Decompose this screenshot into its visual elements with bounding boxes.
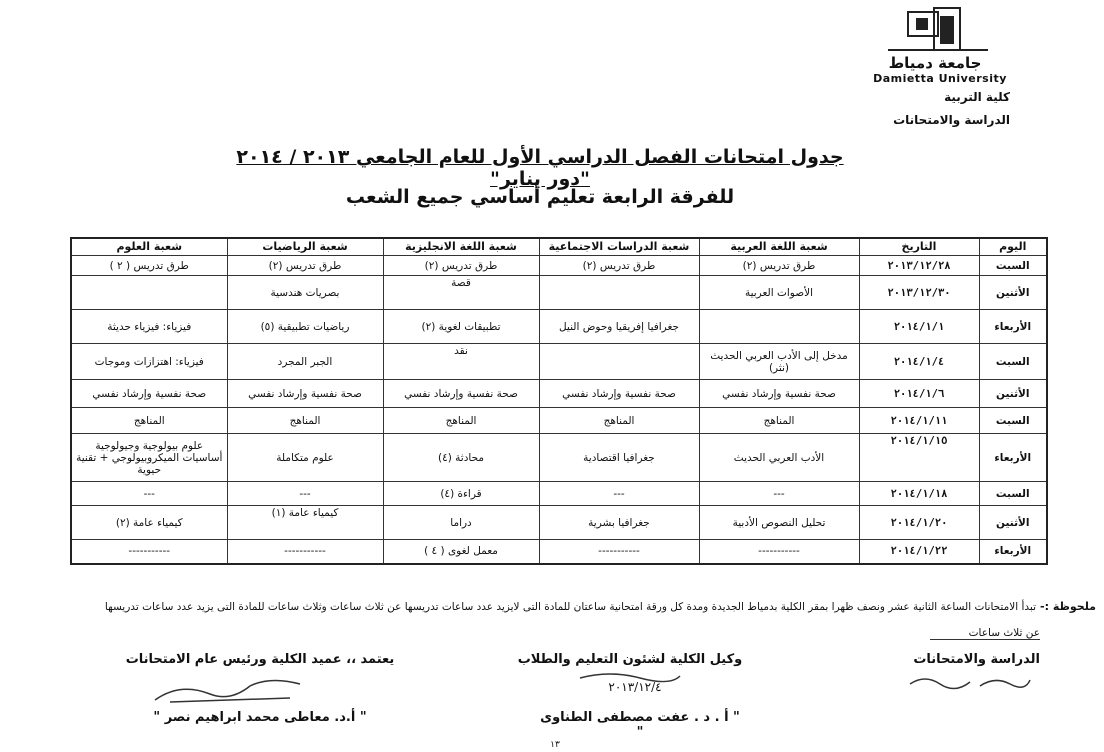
page-title: جدول امتحانات الفصل الدراسي الأول للعام الجامعي ٢٠١٣ / ٢٠١٤ "دور يناير" [236, 146, 844, 190]
cell: طرق تدريس (٢) [227, 256, 383, 276]
cell: --- [539, 482, 699, 506]
table-row [71, 310, 1047, 344]
signature-scribble-right [905, 672, 1035, 692]
cell-date: ٢٠١٤/١/١٨ [859, 482, 979, 506]
table-row [71, 540, 1047, 564]
cell-date: ٢٠١٤/١/٤ [859, 344, 979, 380]
note-label: ملحوظة :- [1040, 600, 1096, 613]
cell [71, 276, 227, 310]
cell-day: الأربعاء [979, 434, 1047, 482]
cell: المناهج [699, 408, 859, 434]
header-english: شعبة اللغة الانجليزية [383, 238, 539, 256]
signature-exams-office: الدراسة والامتحانات [913, 652, 1040, 667]
cell: ----------- [539, 540, 699, 564]
header-science: شعبة العلوم [71, 238, 227, 256]
cell-day: السبت [979, 344, 1047, 380]
cell: المناهج [383, 408, 539, 434]
cell-day: الأثنين [979, 506, 1047, 540]
table-row [71, 344, 1047, 380]
cell: المناهج [539, 408, 699, 434]
cell: قصة [383, 276, 539, 310]
university-name-ar: جامعة دمياط [888, 54, 982, 72]
cell: قراءة (٤) [383, 482, 539, 506]
cell: الأدب العربي الحديث [699, 434, 859, 482]
cell: صحة نفسية وإرشاد نفسي [539, 380, 699, 408]
table-row [71, 380, 1047, 408]
table-row [71, 408, 1047, 434]
cell-day: السبت [979, 408, 1047, 434]
cell-day: السبت [979, 482, 1047, 506]
signature-vice-dean-title: وكيل الكلية لشئون التعليم والطلاب [517, 652, 743, 667]
cell [699, 310, 859, 344]
cell: جغرافيا إفريقيا وحوض النيل [539, 310, 699, 344]
cell-day: الأربعاء [979, 540, 1047, 564]
cell-day: السبت [979, 256, 1047, 276]
cell [539, 344, 699, 380]
signature-date: ٢٠١٣/١٢/٤ [608, 680, 662, 694]
cell: المناهج [71, 408, 227, 434]
cell: طرق تدريس ( ٢ ) [71, 256, 227, 276]
table-row [71, 256, 1047, 276]
signature-scribble-mid [570, 668, 690, 686]
table-row [71, 434, 1047, 482]
cell: فيزياء: اهتزازات وموجات [71, 344, 227, 380]
cell-date: ٢٠١٣/١٢/٢٨ [859, 256, 979, 276]
cell-day: الأثنين [979, 380, 1047, 408]
cell-date: ٢٠١٤/١/١١ [859, 408, 979, 434]
cell: معمل لغوى ( ٤ ) [383, 540, 539, 564]
cell: ----------- [227, 540, 383, 564]
cell: بصريات هندسية [227, 276, 383, 310]
cell-day: الأثنين [979, 276, 1047, 310]
cell: صحة نفسية وإرشاد نفسي [71, 380, 227, 408]
department-name: الدراسة والامتحانات [893, 113, 1010, 127]
cell: نقد [383, 344, 539, 380]
cell: تحليل النصوص الأدبية [699, 506, 859, 540]
cell: كيمياء عامة (١) [227, 506, 383, 540]
cell: الجبر المجرد [227, 344, 383, 380]
cell [539, 276, 699, 310]
cell-day: الأربعاء [979, 310, 1047, 344]
cell: ----------- [71, 540, 227, 564]
cell: مدخل إلى الأدب العربي الحديث (نثر) [699, 344, 859, 380]
cell: طرق تدريس (٢) [539, 256, 699, 276]
note-text: تبدأ الامتحانات الساعة الثانية عشر ونصف ظهرا بمقر الكلية بدمياط الجديدة ومدة كل ورقة امتحانية ساعتان للمادة التى لايزيد عدد ساعات تدريسها عن ثلاث ساعات وثلاث ساعات للمادة التى يزيد عدد ساعات تدريسها [104, 601, 1036, 613]
cell-date: ٢٠١٤/١/٢٢ [859, 540, 979, 564]
vice-dean-name: " أ . د . عفت مصطفى الطناوى " [540, 710, 740, 740]
cell: طرق تدريس (٢) [699, 256, 859, 276]
cell: صحة نفسية وإرشاد نفسي [227, 380, 383, 408]
cell: علوم بيولوجية وجيولوجية أساسيات الميكروبيولوجي + تقنية حيوية [71, 434, 227, 482]
cell: الأصوات العربية [699, 276, 859, 310]
cell-date: ٢٠١٤/١/٦ [859, 380, 979, 408]
signature-dean-title: يعتمد ،، عميد الكلية ورئيس عام الامتحانات [125, 652, 395, 667]
cell: صحة نفسية وإرشاد نفسي [699, 380, 859, 408]
cell-date: ٢٠١٤/١/٢٠ [859, 506, 979, 540]
cell: --- [227, 482, 383, 506]
cell: طرق تدريس (٢) [383, 256, 539, 276]
cell-date: ٢٠١٣/١٢/٣٠ [859, 276, 979, 310]
table-row [71, 482, 1047, 506]
cell-date: ٢٠١٤/١/١ [859, 310, 979, 344]
cell: علوم متكاملة [227, 434, 383, 482]
cell: كيمياء عامة (٢) [71, 506, 227, 540]
cell: محادثة (٤) [383, 434, 539, 482]
cell: صحة نفسية وإرشاد نفسي [383, 380, 539, 408]
faculty-name: كلية التربية [944, 90, 1010, 104]
cell: جغرافيا اقتصادية [539, 434, 699, 482]
table-header-row [71, 238, 1047, 256]
signature-scribble-left [150, 672, 310, 706]
page-number: ١٣ [550, 740, 560, 750]
cell: ----------- [699, 540, 859, 564]
university-name-en: Damietta University [873, 72, 1007, 85]
cell-date: ٢٠١٤/١/١٥ [859, 434, 979, 482]
header-math: شعبة الرياضيات [227, 238, 383, 256]
table-row [71, 276, 1047, 310]
cell: --- [699, 482, 859, 506]
cell: رياضيات تطبيقية (٥) [227, 310, 383, 344]
note-continuation: عن ثلاث ساعات [930, 627, 1040, 640]
cell: --- [71, 482, 227, 506]
dean-name: " أ.د. معاطى محمد ابراهيم نصر " [153, 710, 367, 725]
header-social: شعبة الدراسات الاجتماعية [539, 238, 699, 256]
header-date: التاريخ [859, 238, 979, 256]
header-day: اليوم [979, 238, 1047, 256]
cell: المناهج [227, 408, 383, 434]
page-subtitle: للفرقة الرابعة تعليم أساسي جميع الشعب [345, 186, 735, 208]
cell: جغرافيا بشرية [539, 506, 699, 540]
cell: فيزياء: فيزياء حديثة [71, 310, 227, 344]
cell: دراما [383, 506, 539, 540]
exam-schedule-table [70, 237, 1048, 565]
cell: تطبيقات لغوية (٢) [383, 310, 539, 344]
table-row [71, 506, 1047, 540]
header-arabic: شعبة اللغة العربية [699, 238, 859, 256]
